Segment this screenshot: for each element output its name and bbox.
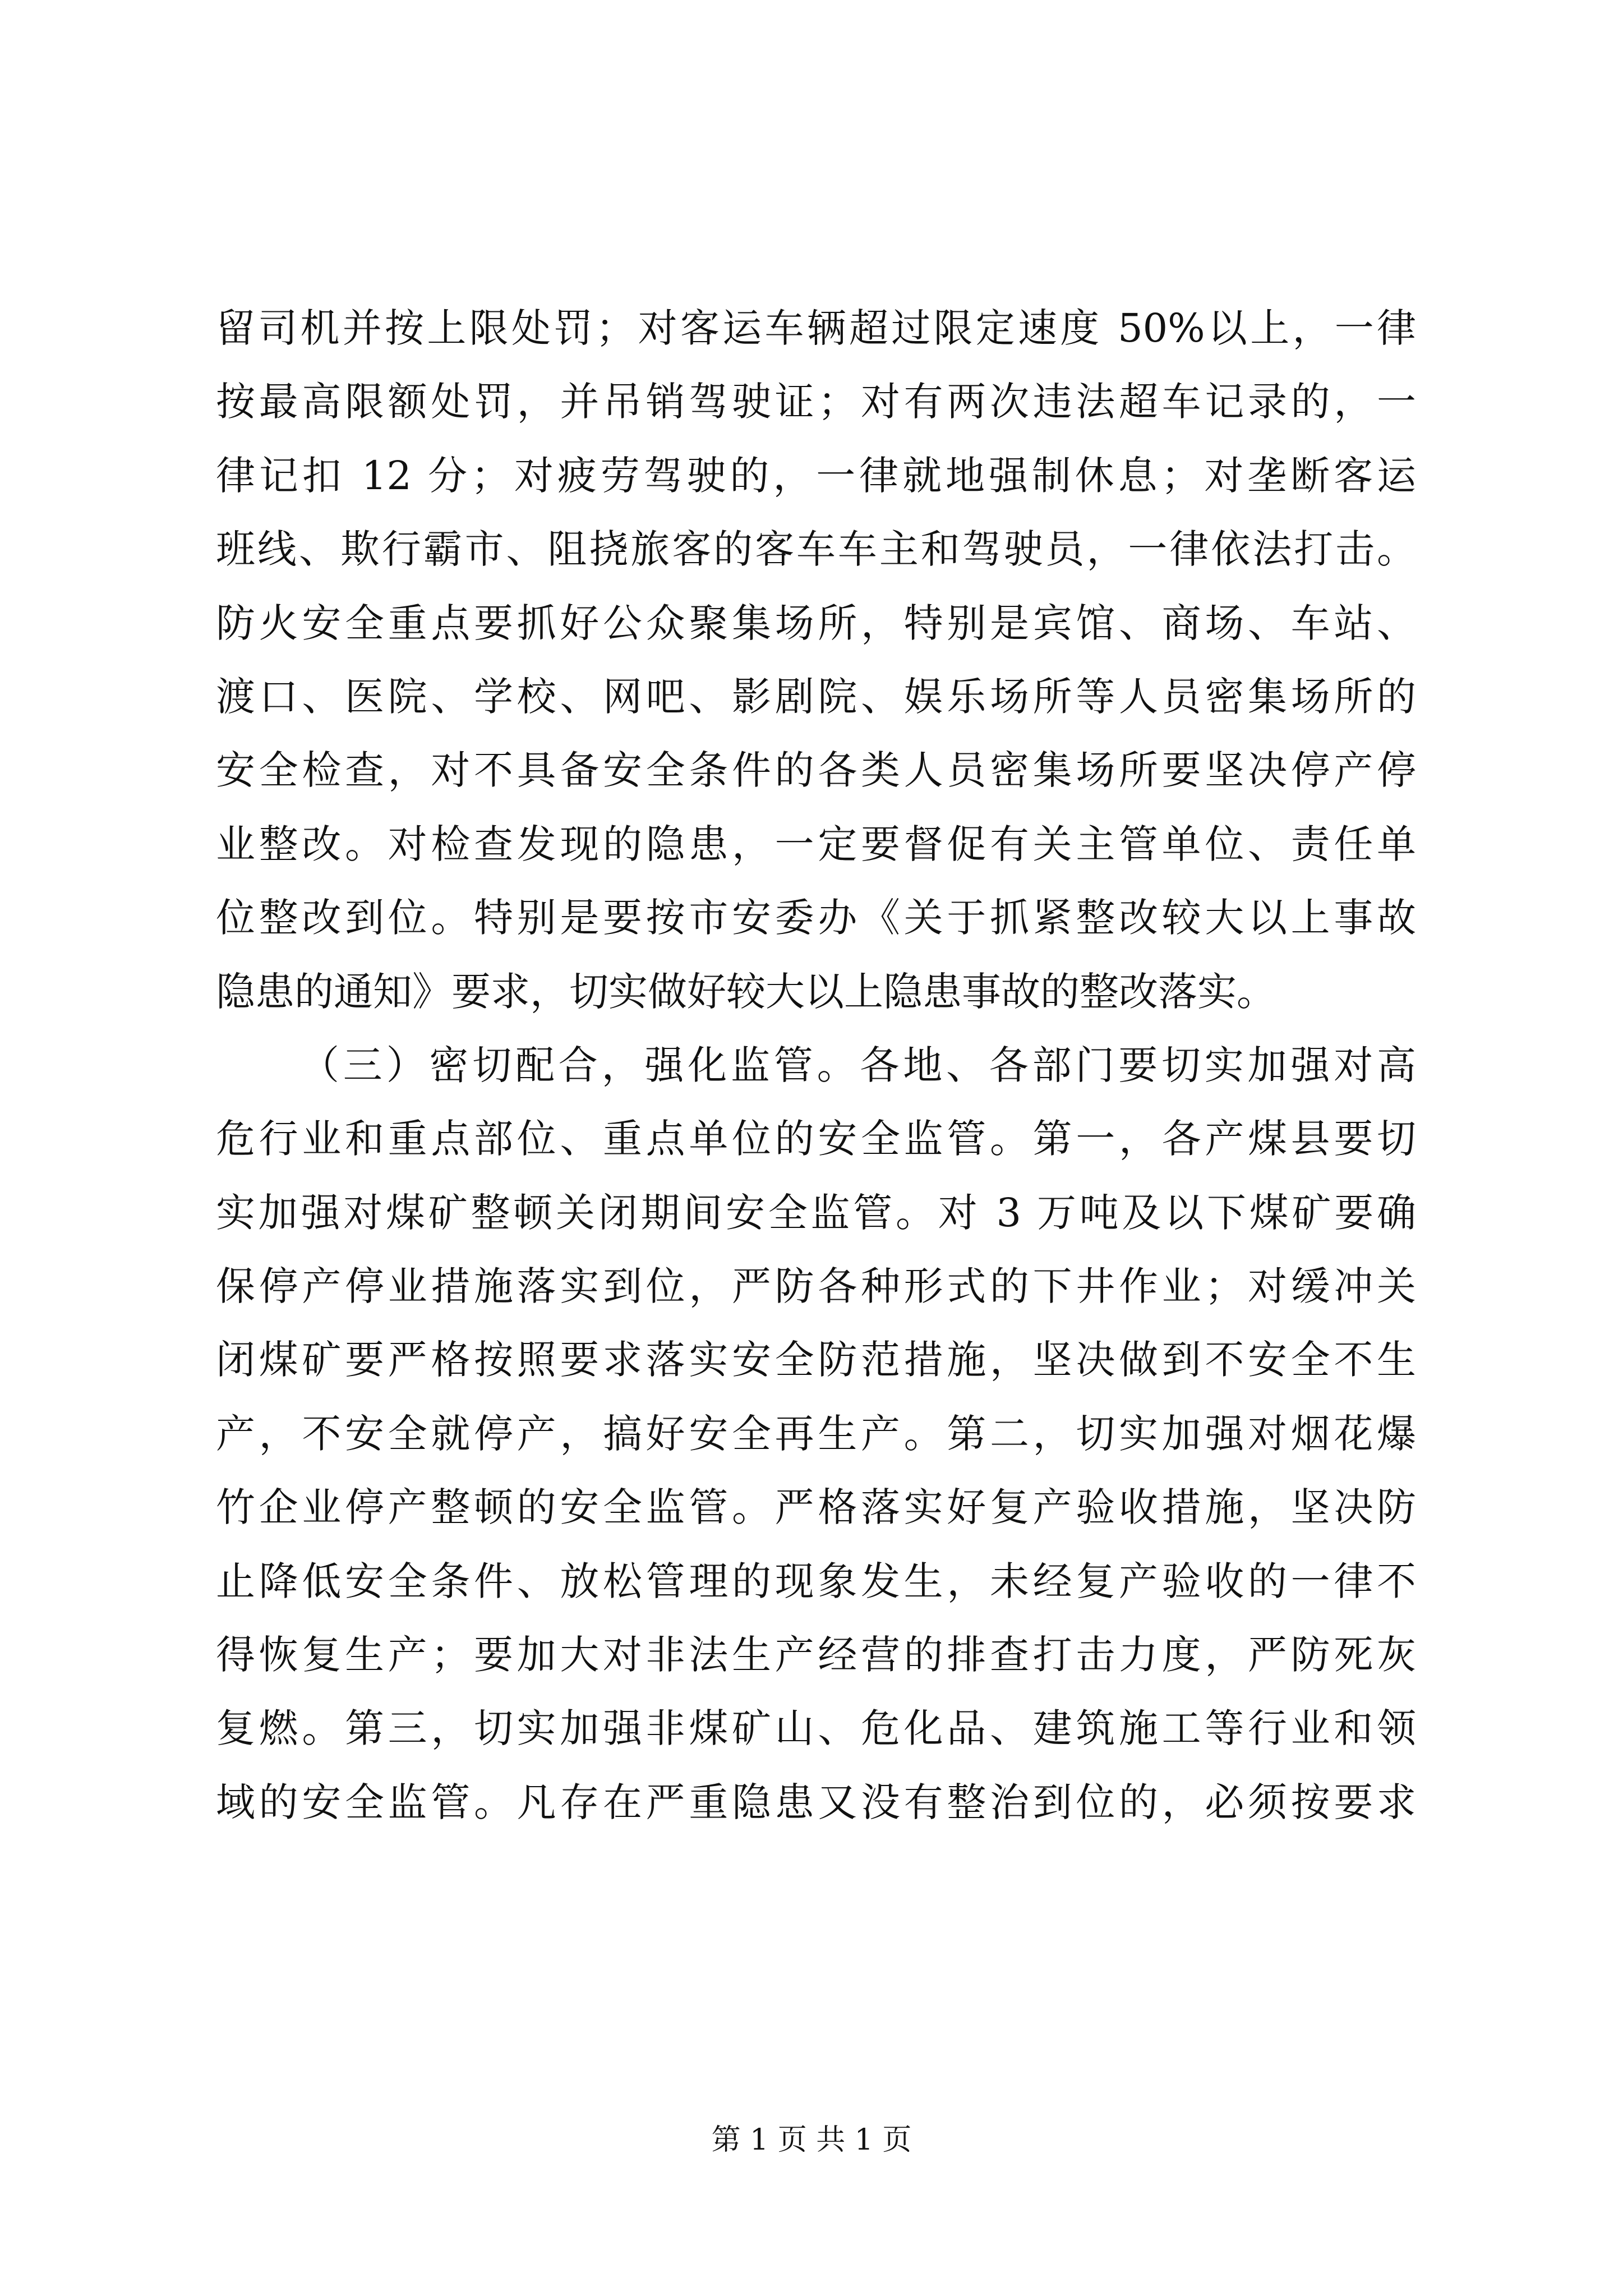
text-line: 复燃。第三，切实加强非煤矿山、危化品、建筑施工等行业和领: [216, 1705, 1416, 1752]
text-line: 留司机并按上限处罚；对客运车辆超过限定速度 50%以上，一律: [216, 305, 1416, 351]
text-line: 竹企业停产整顿的安全监管。严格落实好复产验收措施，坚决防: [216, 1484, 1416, 1531]
text-line: 保停产停业措施落实到位，严防各种形式的下井作业；对缓冲关: [216, 1263, 1416, 1310]
text-line: 得恢复生产；要加大对非法生产经营的排查打击力度，严防死灰: [216, 1632, 1416, 1678]
text-line: 渡口、医院、学校、网吧、影剧院、娱乐场所等人员密集场所的: [216, 673, 1416, 720]
text-line: 班线、欺行霸市、阻挠旅客的客车车主和驾驶员，一律依法打击。: [216, 526, 1416, 573]
text-line: 防火安全重点要抓好公众聚集场所，特别是宾馆、商场、车站、: [216, 600, 1416, 646]
text-line: 隐患的通知》要求，切实做好较大以上隐患事故的整改落实。: [216, 968, 1276, 1015]
text-line: 安全检查，对不具备安全条件的各类人员密集场所要坚决停产停: [216, 747, 1416, 794]
text-line: 止降低安全条件、放松管理的现象发生，未经复产验收的一律不: [216, 1558, 1416, 1604]
document-body: [216, 292, 1416, 1839]
text-line: 实加强对煤矿整顿关闭期间安全监管。对 3 万吨及以下煤矿要确: [216, 1189, 1416, 1236]
text-line: 业整改。对检查发现的隐患，一定要督促有关主管单位、责任单: [216, 821, 1416, 867]
text-line: 危行业和重点部位、重点单位的安全监管。第一，各产煤县要切: [216, 1116, 1416, 1162]
page-number-footer: 第 1 页 共 1 页: [711, 2123, 912, 2157]
text-line: （三）密切配合，强化监管。各地、各部门要切实加强对高: [300, 1042, 1416, 1088]
paragraph-1: [216, 292, 1416, 1029]
text-line: 律记扣 12 分；对疲劳驾驶的，一律就地强制休息；对垄断客运: [216, 452, 1416, 499]
paragraph-2: [216, 1029, 1416, 1839]
text-line: 产，不安全就停产，搞好安全再生产。第二，切实加强对烟花爆: [216, 1410, 1416, 1457]
text-line: 闭煤矿要严格按照要求落实安全防范措施，坚决做到不安全不生: [216, 1337, 1416, 1383]
text-line: 位整改到位。特别是要按市安委办《关于抓紧整改较大以上事故: [216, 895, 1416, 941]
text-line: 按最高限额处罚，并吊销驾驶证；对有两次违法超车记录的，一: [216, 379, 1416, 425]
text-line: 域的安全监管。凡存在严重隐患又没有整治到位的，必须按要求: [216, 1779, 1416, 1825]
